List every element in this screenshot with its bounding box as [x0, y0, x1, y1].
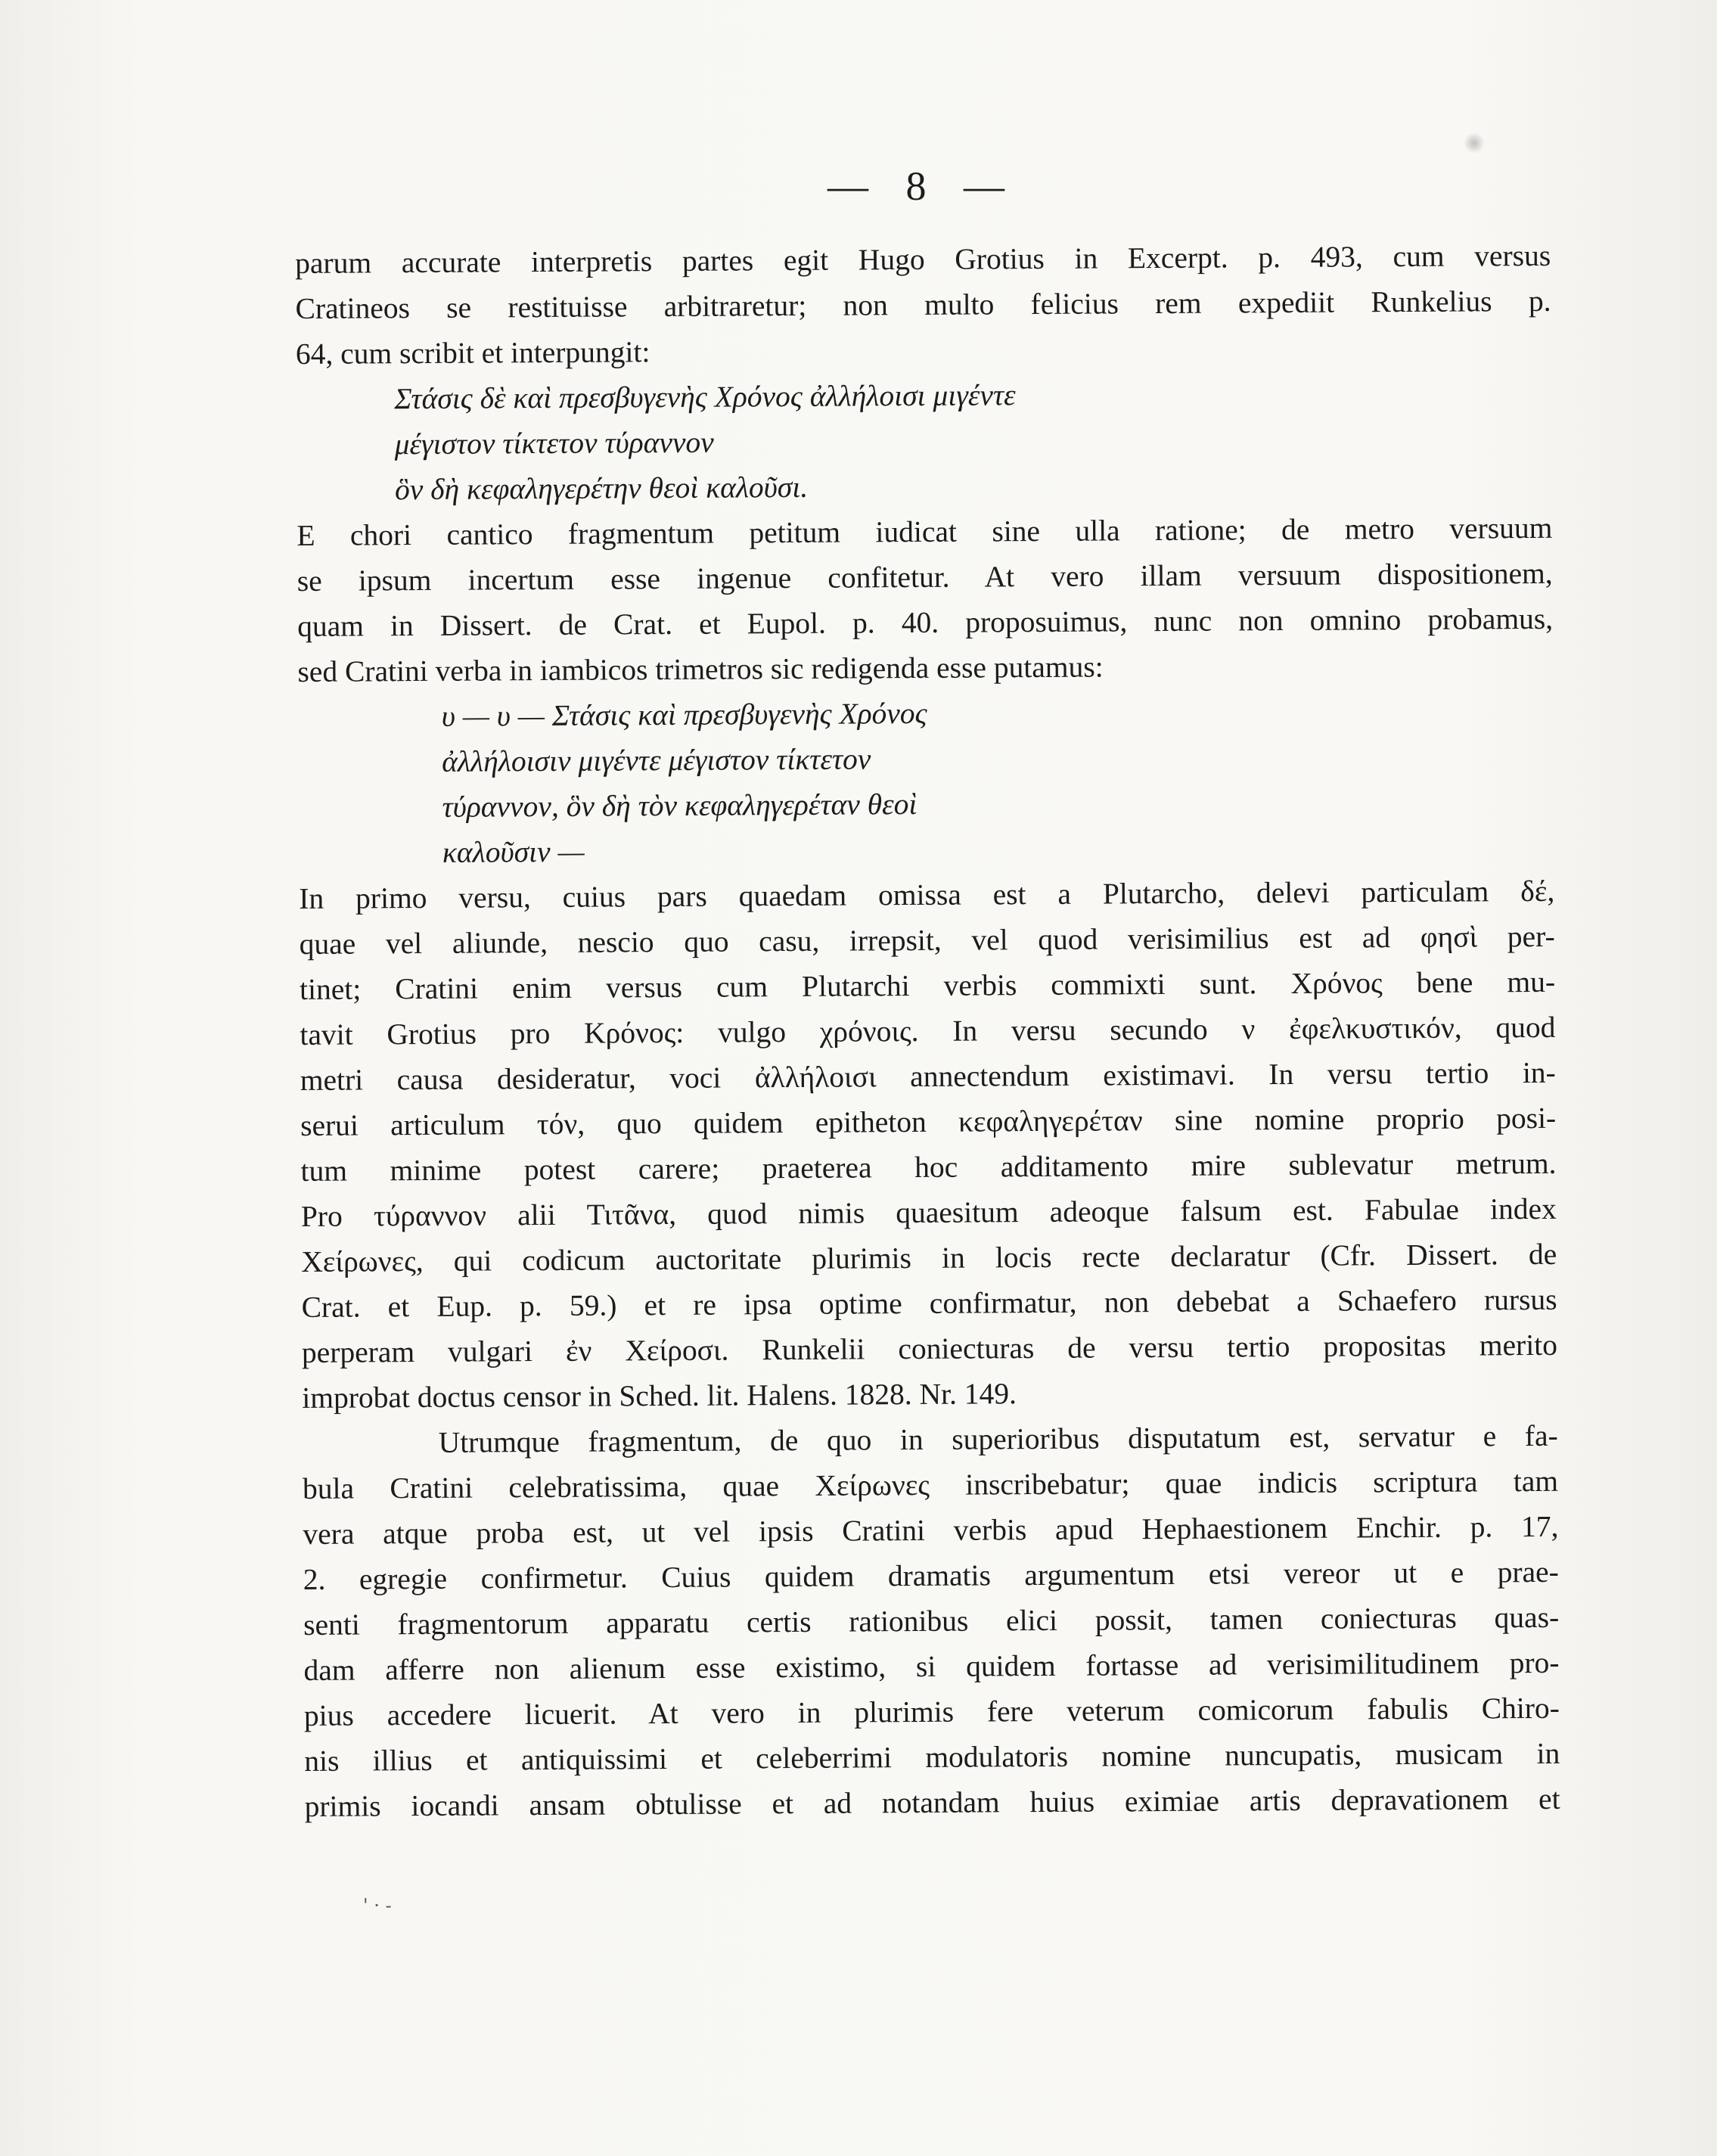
- text-line: improbat doctus censor in Sched. lit. Halens. 1828. Nr. 149.: [302, 1377, 1017, 1415]
- text-line: E chori cantico fragmentum petitum iudicat sine ulla ratione; de metro versuum: [297, 511, 1553, 552]
- text-line: In primo versu, cuius pars quaedam omissa est a Plutarcho, delevi particulam δέ,: [299, 874, 1555, 915]
- page-number: — 8 —: [827, 163, 1018, 209]
- text-line: metri causa desideratur, voci ἀλλήλοισι annectendum existimavi. In versu tertio in-: [300, 1055, 1556, 1097]
- text-line: tinet; Cratini enim versus cum Plutarchi verbis commixti sunt. Χρόνος bene mu-: [299, 965, 1556, 1006]
- greek-verse-2: [298, 687, 1554, 876]
- text-line: tavit Grotius pro Κρόνος: vulgo χρόνοις. In versu secundo ν ἐφελκυστικόν, quod: [300, 1010, 1556, 1052]
- paragraph-3: [299, 868, 1557, 1421]
- paragraph-2: [297, 505, 1553, 694]
- text-line: serui articulum τόν, quo quidem epitheton κεφαληγερέταν sine nomine proprio posi-: [300, 1101, 1557, 1142]
- text-line: quae vel aliunde, nescio quo casu, irrepsit, vel quod verisimilius est ad φησὶ per-: [299, 919, 1555, 961]
- text-line: 2. egregie confirmetur. Cuius quidem dramatis argumentum etsi vereor ut e prae-: [303, 1555, 1559, 1596]
- text-line: senti fragmentorum apparatu certis rationibus elici possit, tamen coniecturas quas-: [303, 1600, 1560, 1642]
- text-line: se ipsum incertum esse ingenue confitetur. At vero illam versuum dispositionem,: [297, 556, 1553, 598]
- verse-line: τύραννον, ὃν δὴ τὸν κεφαληγερέταν θεοὶ: [442, 787, 917, 824]
- stray-marks: ' · -: [363, 1895, 392, 1916]
- text-line: primis iocandi ansam obtulisse et ad notandam huius eximiae artis depravationem et: [304, 1782, 1560, 1823]
- text-line: Χείρωνες, qui codicum auctoritate plurimis in locis recte declaratur (Cfr. Dissert. de: [301, 1237, 1557, 1278]
- text-line: bula Cratini celebratissima, quae Χείρωνες inscribebatur; quae indicis scriptura tam: [302, 1464, 1559, 1505]
- text-line: pius accedere licuerit. At vero in plurimis fere veterum comicorum fabulis Chiro-: [303, 1691, 1560, 1732]
- text-line: nis illius et antiquissimi et celeberrimi modulatoris nomine nuncupatis, musicam in: [304, 1736, 1560, 1778]
- verse-line: υ — υ — Στάσις καὶ πρεσβυγενὴς Χρόνος: [441, 696, 927, 733]
- greek-verse-1: [296, 369, 1552, 513]
- verse-line: μέγιστον τίκτετον τύραννον: [394, 425, 714, 461]
- text-line: Crat. et Eup. p. 59.) et re ipsa optime confirmatur, non debebat a Schaefero rursus: [301, 1282, 1557, 1324]
- text-line: Pro τύραννον alii Τιτᾶνα, quod nimis quaesitum adeoque falsum est. Fabulae index: [300, 1191, 1557, 1233]
- text-line: quam in Dissert. de Crat. et Eupol. p. 40. proposuimus, nunc non omnino probamus,: [297, 601, 1554, 643]
- text-line: parum accurate interpretis partes egit Hugo Grotius in Excerpt. p. 493, cum versus: [295, 238, 1551, 280]
- text-line: perperam vulgari ἐν Χείροσι. Runkelii coniecturas de versu tertio propositas merito: [301, 1328, 1558, 1369]
- verse-line: ἀλλήλοισιν μιγέντε μέγιστον τίκτετον: [442, 742, 871, 778]
- text-line: tum minime potest carere; praeterea hoc additamento mire sublevatur metrum.: [300, 1146, 1557, 1188]
- verse-line: ὃν δὴ κεφαληγερέτην θεοὶ καλοῦσι.: [394, 470, 809, 507]
- text-line: 64, cum scribit et interpungit:: [295, 335, 650, 371]
- ink-smudge: [1464, 132, 1485, 154]
- verse-line: Στάσις δὲ καὶ πρεσβυγενὴς Χρόνος ἀλλήλοισι μιγέντε: [394, 378, 1016, 416]
- paragraph-4: [303, 1413, 1560, 1829]
- paragraph-1: [295, 233, 1551, 377]
- text-line: Utrumque fragmentum, de quo in superioribus disputatum est, servatur e fa-: [438, 1418, 1558, 1459]
- text-line: Cratineos se restituisse arbitraretur; non multo felicius rem expediit Runkelius p.: [295, 284, 1551, 325]
- text-line: sed Cratini verba in iambicos trimetros sic redigenda esse putamus:: [297, 650, 1104, 688]
- text-line: vera atque proba est, ut vel ipsis Cratini verbis apud Hephaestionem Enchir. p. 17,: [303, 1509, 1559, 1551]
- text-line: dam afferre non alienum esse existimo, si quidem fortasse ad verisimilitudinem pro-: [303, 1645, 1560, 1687]
- body-text: [295, 233, 1560, 1829]
- verse-line: καλοῦσιν —: [442, 834, 585, 869]
